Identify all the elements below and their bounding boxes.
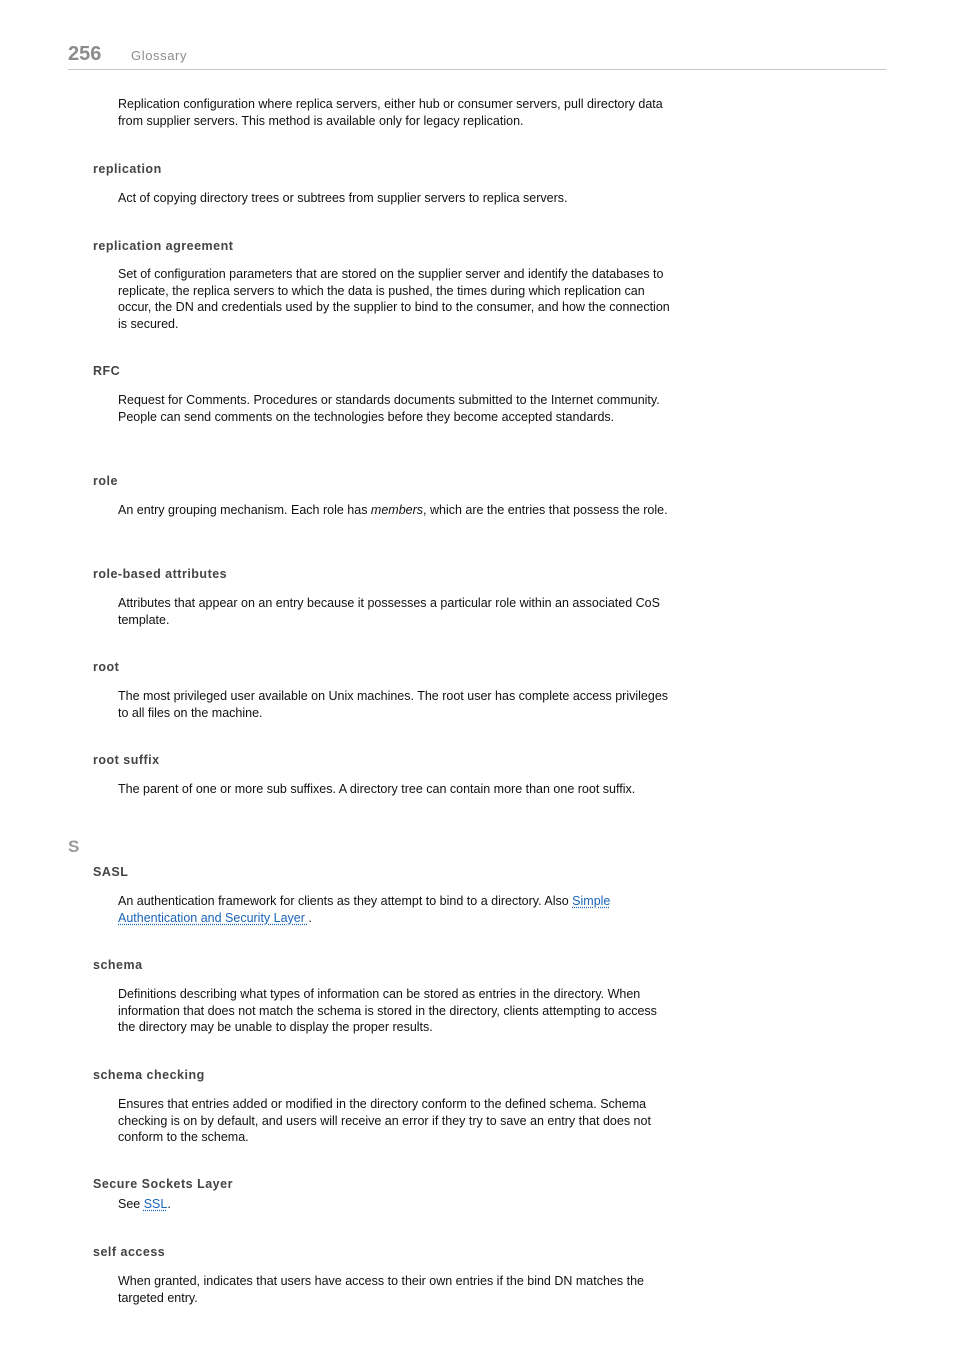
definition-ssl-text-end: . bbox=[167, 1197, 171, 1211]
definition-role-text-end: , which are the entries that possess the role. bbox=[423, 503, 668, 517]
definition-sasl bbox=[118, 893, 673, 926]
term-role-based-attributes: role-based attributes bbox=[93, 567, 228, 581]
term-schema-checking: schema checking bbox=[93, 1068, 205, 1082]
term-self-access: self access bbox=[93, 1245, 166, 1259]
definition-self-access: When granted, indicates that users have access to their own entries if the bind DN matches the targeted entry. bbox=[118, 1274, 644, 1305]
running-head-title: Glossary bbox=[131, 48, 188, 63]
definition-schema-checking: Ensures that entries added or modified in the directory conform to the defined schema. Schema checking is on by default, and users will receive an error if they try to save an entry that does not conform to the schema. bbox=[118, 1097, 651, 1144]
definition-role-based-attributes: Attributes that appear on an entry because it possesses a particular role within an associated CoS template. bbox=[118, 596, 660, 627]
definition-root-suffix: The parent of one or more sub suffixes. A directory tree can contain more than one root suffix. bbox=[118, 782, 636, 796]
definition-role-text: An entry grouping mechanism. Each role has bbox=[118, 503, 371, 517]
definition-role bbox=[118, 502, 673, 519]
definition-role-emphasis: members bbox=[370, 503, 424, 517]
definition-secure-sockets-layer bbox=[118, 1196, 673, 1213]
definition-replication-agreement: Set of configuration parameters that are stored on the supplier server and identify the databases to replicate, the replica servers to which the data is pushed, the times during which replication can occur, the DN and credentials used by the supplier to bind to the consumer, and how the connection is secured. bbox=[118, 267, 670, 331]
term-rfc: RFC bbox=[93, 364, 121, 378]
term-root-suffix: root suffix bbox=[93, 753, 160, 767]
term-sasl: SASL bbox=[93, 865, 129, 879]
ssl-link[interactable]: SSL bbox=[143, 1197, 168, 1211]
definition-ssl-text: See bbox=[118, 1197, 144, 1211]
definition-rfc: Request for Comments. Procedures or standards documents submitted to the Internet community. People can send comments on the technologies before they become accepted standards. bbox=[118, 393, 660, 424]
term-secure-sockets-layer: Secure Sockets Layer bbox=[93, 1177, 233, 1191]
page-number: 256 bbox=[68, 43, 102, 65]
definition-intro: Replication configuration where replica servers, either hub or consumer servers, pull directory data from supplier servers. This method is available only for legacy replication. bbox=[118, 97, 663, 128]
term-replication: replication bbox=[93, 162, 162, 176]
term-schema: schema bbox=[93, 958, 143, 972]
definition-sasl-text-end: . bbox=[308, 910, 312, 925]
page-header bbox=[68, 42, 886, 70]
sasl-full-name-link[interactable]: Simple Authentication and Security Layer bbox=[118, 894, 611, 925]
definition-root: The most privileged user available on Unix machines. The root user has complete access privileges to all files on the machine. bbox=[118, 689, 669, 720]
section-letter: S bbox=[68, 837, 80, 856]
definition-replication: Act of copying directory trees or subtrees from supplier servers to replica servers. bbox=[118, 191, 568, 205]
definition-sasl-text: An authentication framework for clients as they attempt to bind to a directory. Also bbox=[118, 894, 573, 908]
term-role: role bbox=[93, 474, 118, 488]
term-root: root bbox=[93, 660, 120, 674]
definition-schema: Definitions describing what types of information can be stored as entries in the directory. When information that does not match the schema is stored in the directory, clients attempting to access the directory may be unable to display the proper results. bbox=[118, 987, 657, 1034]
term-replication-agreement: replication agreement bbox=[93, 239, 234, 253]
